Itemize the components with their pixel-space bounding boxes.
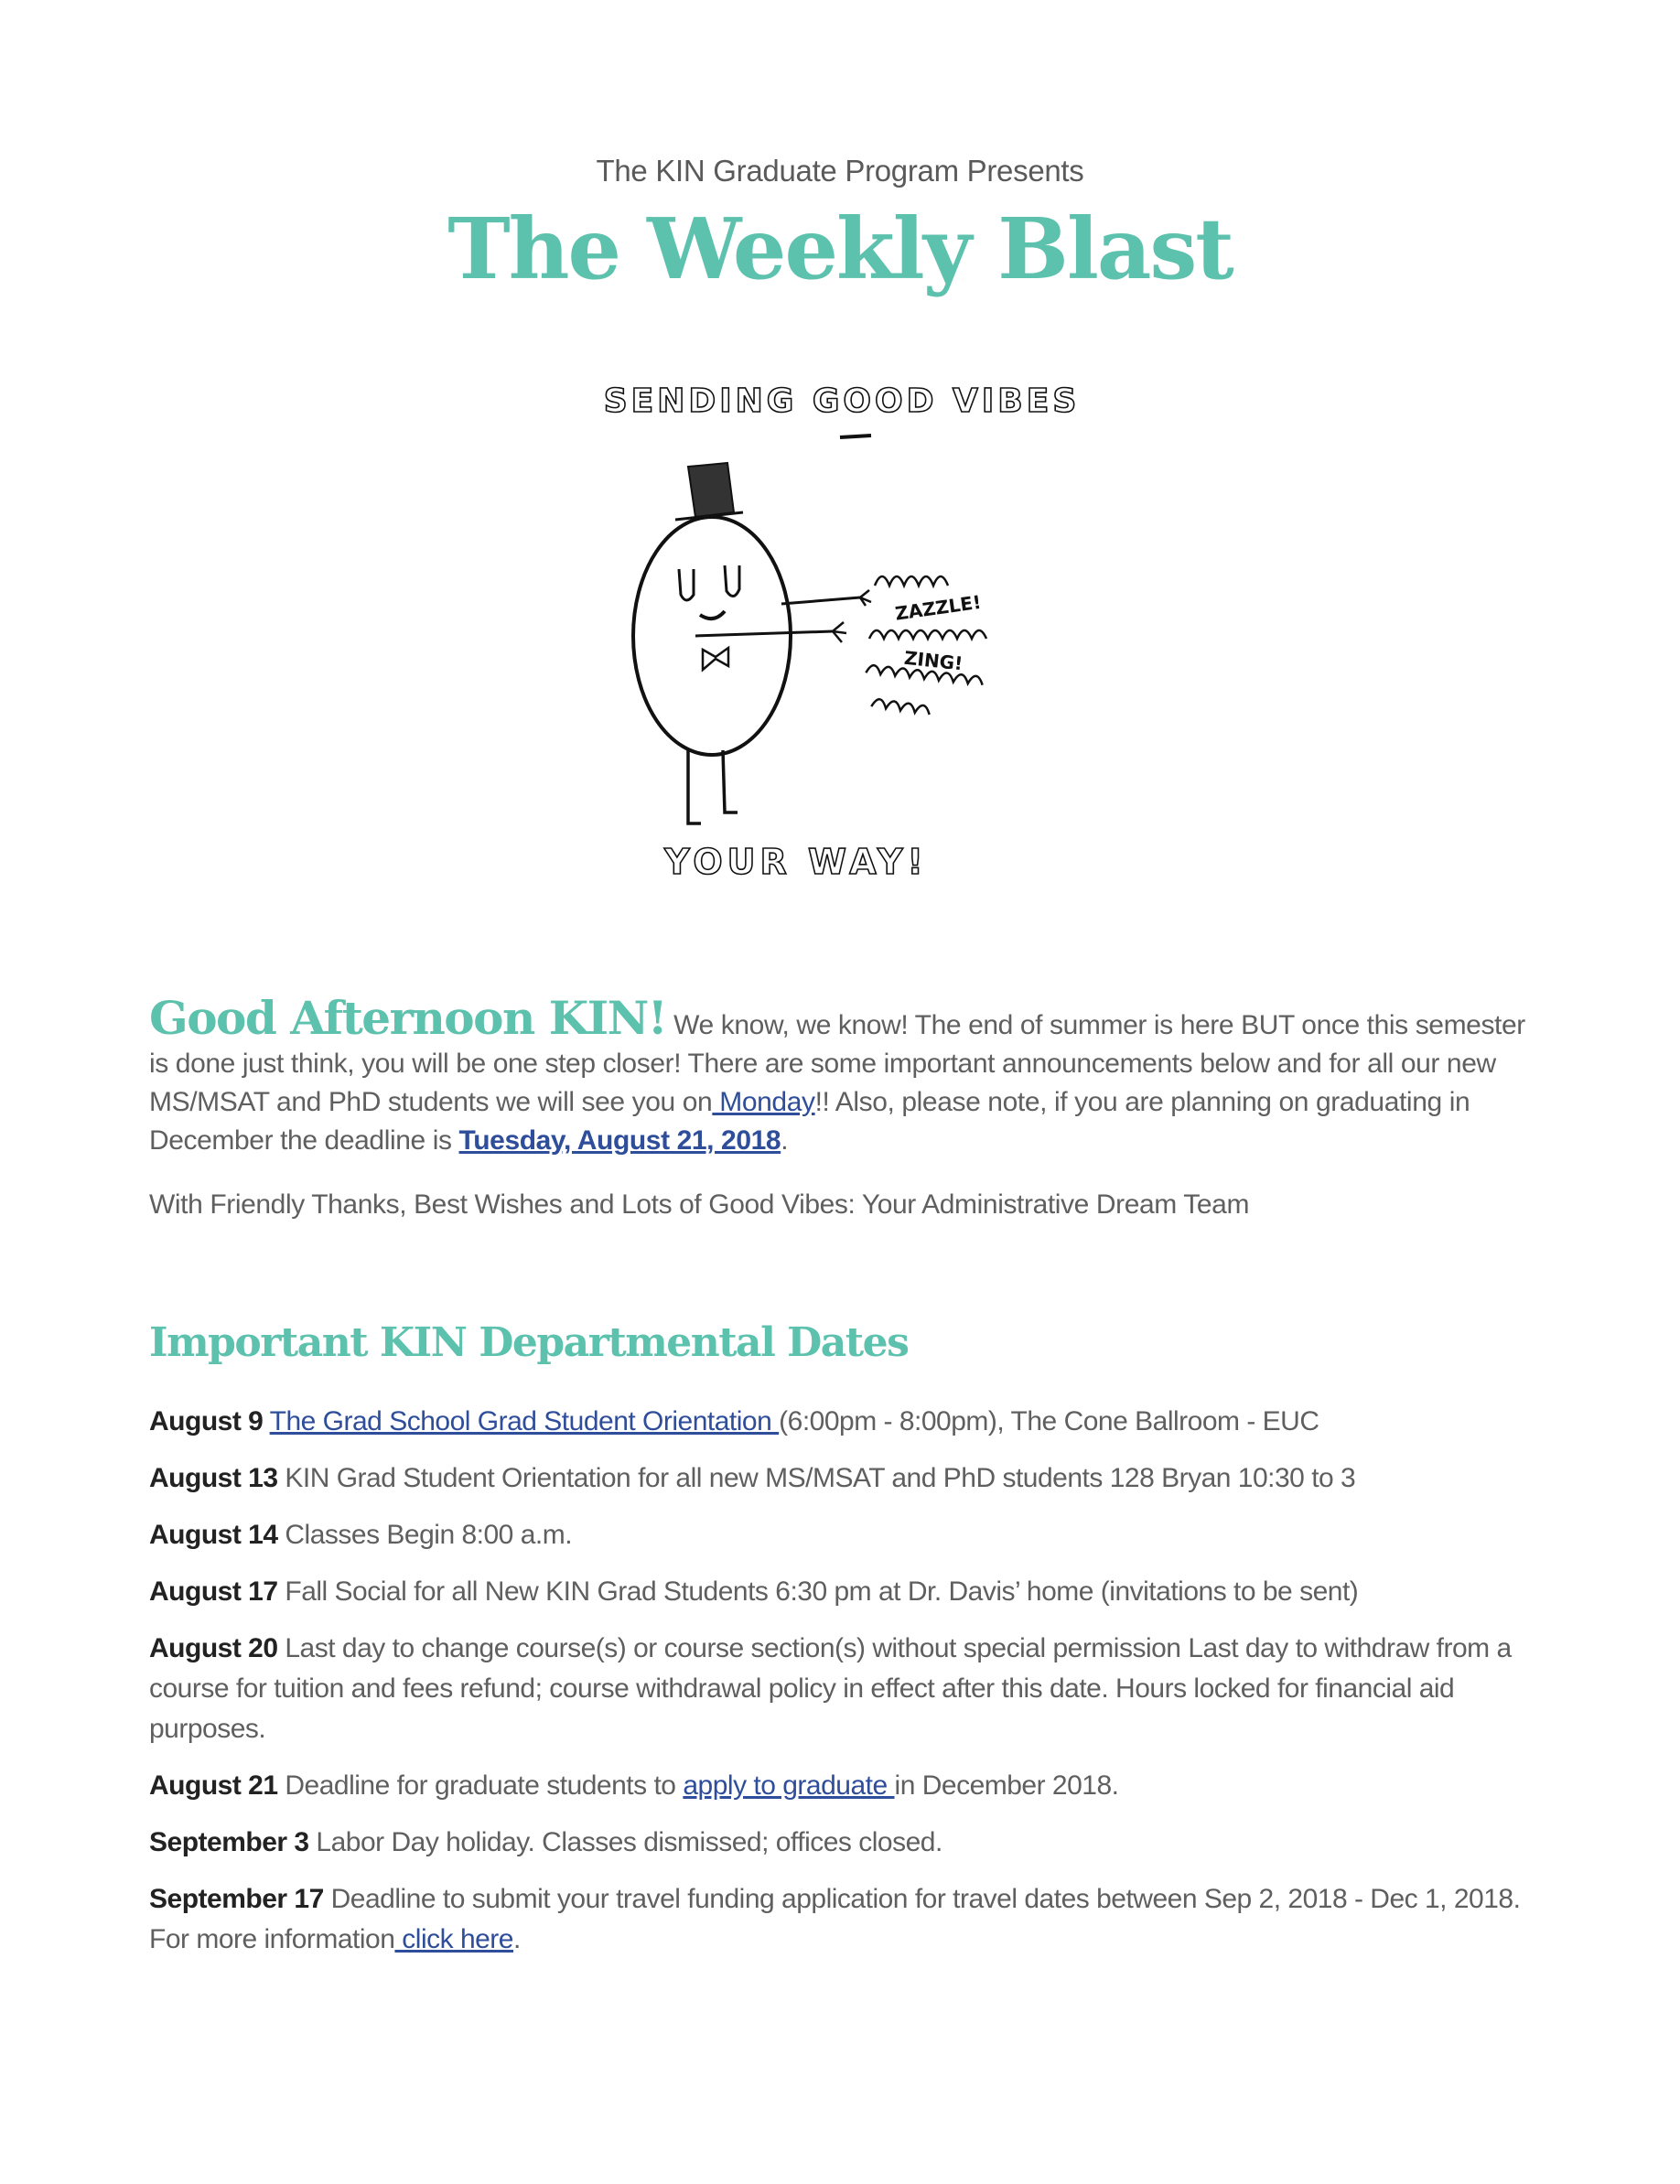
- date-label: August 21: [149, 1770, 278, 1801]
- good-underline: [840, 436, 871, 437]
- smile-icon: [700, 611, 725, 619]
- intro-paragraph: [149, 991, 1531, 1160]
- dates-list: [149, 1402, 1531, 1976]
- right-eye-icon: [725, 565, 739, 597]
- illustration-top-text: SENDING GOOD VIBES: [603, 382, 1081, 420]
- date-text: Deadline for graduate students to: [277, 1770, 684, 1801]
- sound-zing: ZING!: [902, 646, 964, 675]
- date-text: KIN Grad Student Orientation for all new MS/MSAT and PhD students 128 Bryan 10:30 to 3: [277, 1463, 1356, 1493]
- date-label: August 9: [149, 1406, 264, 1436]
- date-item: [149, 1572, 1531, 1612]
- presents-subtitle: The KIN Graduate Program Presents: [596, 154, 1084, 188]
- grad-school-orientation-link[interactable]: The Grad School Grad Student Orientation: [269, 1406, 780, 1436]
- date-item: [149, 1515, 1531, 1555]
- illustration-bottom-text: YOUR WAY!: [664, 842, 928, 882]
- dates-heading: Important KIN Departmental Dates: [149, 1319, 909, 1366]
- intro-text-1: We know, we know! The end of summer is here BUT once this semester is done just think, you will be one step closer! There are some important announcements below and for all our new MS/MSAT and PhD students we will see you on: [149, 1010, 1525, 1117]
- bowtie-icon: [703, 648, 728, 670]
- intro-text-2: !! Also, please note, if you are planning on graduating in December the deadline is: [149, 1087, 1470, 1156]
- squiggle-1: [875, 576, 948, 586]
- date-item: [149, 1879, 1531, 1960]
- monday-link[interactable]: Monday: [712, 1087, 815, 1117]
- date-text: [263, 1406, 269, 1436]
- date-text: Fall Social for all New KIN Grad Students 6:30 pm at Dr. Davis’ home (invitations to be sent): [277, 1576, 1359, 1607]
- sound-zazzle: ZAZZLE!: [893, 590, 983, 625]
- lower-arm: [695, 631, 833, 636]
- left-eye-icon: [679, 569, 694, 600]
- date-text: Labor Day holiday. Classes dismissed; offices closed.: [308, 1827, 942, 1857]
- date-item: [149, 1823, 1531, 1863]
- date-item: [149, 1766, 1531, 1806]
- good-vibes-illustration: [586, 375, 1098, 897]
- date-item: [149, 1629, 1531, 1749]
- squiggle-4: [871, 698, 931, 715]
- date-text: Deadline to submit your travel funding application for travel dates between Sep 2, 2018 - Dec 1, 2018. For more information: [149, 1884, 1521, 1954]
- date-text: in December 2018.: [894, 1770, 1119, 1801]
- legs: [688, 750, 738, 823]
- date-item: [149, 1402, 1531, 1442]
- apply-to-graduate-link[interactable]: apply to graduate: [683, 1770, 895, 1801]
- newsletter-title: The Weekly Blast: [447, 199, 1233, 298]
- date-label: August 14: [149, 1520, 278, 1550]
- intro-text-3: .: [781, 1125, 789, 1156]
- date-item: [149, 1458, 1531, 1499]
- click-here-link[interactable]: click here: [394, 1924, 513, 1954]
- greeting-heading: Good Afternoon KIN!: [149, 991, 667, 1045]
- date-label: August 13: [149, 1463, 278, 1493]
- graduation-deadline-link[interactable]: Tuesday, August 21, 2018: [458, 1125, 781, 1156]
- top-hat-icon: [675, 463, 743, 520]
- upper-arm: [781, 597, 860, 604]
- date-label: August 17: [149, 1576, 278, 1607]
- date-label: August 20: [149, 1633, 278, 1663]
- date-label: September 3: [149, 1827, 309, 1857]
- signoff-text: With Friendly Thanks, Best Wishes and Lots of Good Vibes: Your Administrative Dream Team: [149, 1189, 1250, 1220]
- date-text: (6:00pm - 8:00pm), The Cone Ballroom - EUC: [779, 1406, 1319, 1436]
- date-text: .: [512, 1924, 521, 1954]
- date-text: Last day to change course(s) or course section(s) without special permission Last day to withdraw from a course for tuition and fees refund; course withdrawal policy in effect after this date. Hours locked for financial aid purposes.: [149, 1633, 1512, 1744]
- date-label: September 17: [149, 1884, 324, 1914]
- date-text: Classes Begin 8:00 a.m.: [277, 1520, 573, 1550]
- squiggle-2: [869, 630, 986, 639]
